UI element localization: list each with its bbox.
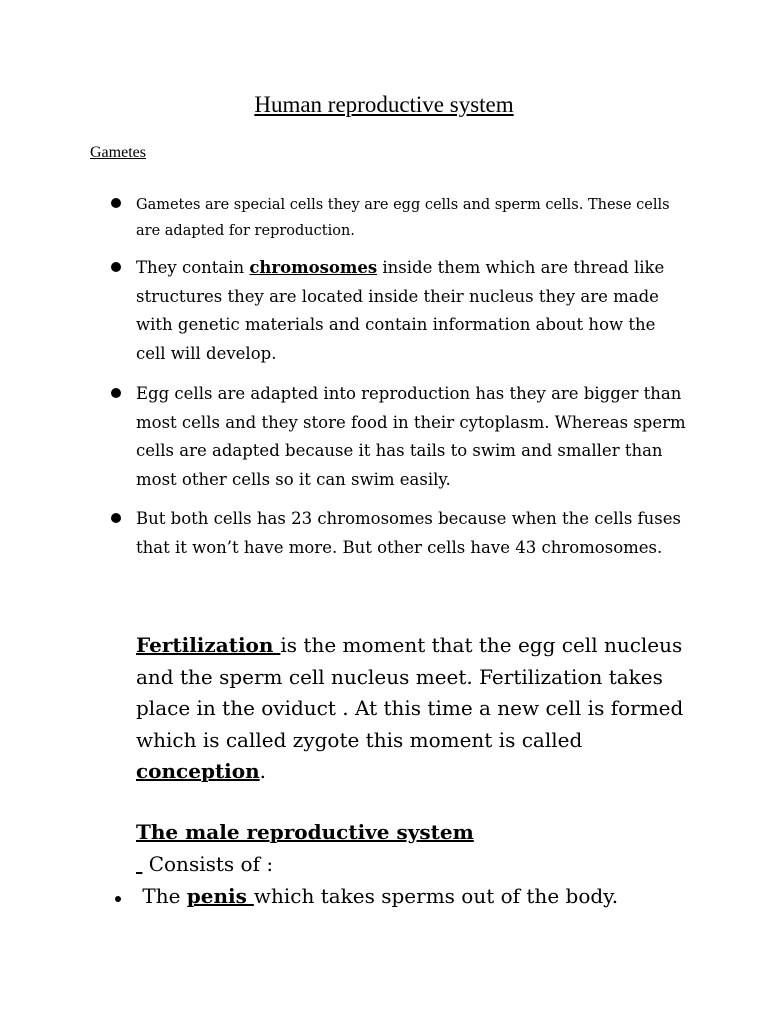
bullet-penis [136, 884, 618, 908]
fertilization-text: is the moment that the egg cell nucleus and the sperm cell nucleus meet. Fertilization takes place in the oviduct . At this time a new cell is formed which is called zygote this moment is called [136, 633, 684, 752]
bullet-dot [111, 513, 121, 523]
fertilization-end: . [259, 759, 267, 783]
penis-text-pre: The [136, 884, 187, 908]
bullet-text: But both cells has 23 chromosomes because when the cells fuses that it won’t have more. But other cells have 43 chromosomes. [136, 509, 681, 557]
page-title: Human reproductive system [254, 92, 514, 117]
bullet-egg-sperm-adaptations [136, 380, 686, 494]
term-penis: penis [186, 884, 254, 908]
term-chromosomes: chromosomes [249, 258, 378, 277]
bullet-text: Gametes are special cells they are egg cells and sperm cells. These cells are adapted for reproduction. [136, 197, 670, 239]
consists-of-line [136, 852, 273, 876]
bullet-dot [115, 896, 121, 902]
penis-text-post: which takes sperms out of the body. [253, 884, 619, 908]
term-conception: conception [136, 759, 260, 783]
consists-of-text: Consists of : [142, 852, 274, 876]
gametes-subheading: Gametes [90, 144, 146, 161]
bullet-chromosomes [136, 254, 686, 368]
fertilization-paragraph [136, 630, 696, 788]
bullet-dot [111, 198, 121, 208]
bullet-dot [111, 262, 121, 272]
bullet-text: Egg cells are adapted into reproduction has they are bigger than most cells and they store food in their cytoplasm. Whereas sperm cells are adapted because it has tails to swim and smaller than most other cells so it can swim easily. [136, 384, 686, 489]
male-system-heading: The male reproductive system [136, 820, 474, 844]
bullet-text-pre: They contain [136, 258, 250, 277]
bullet-text-post: inside them which are thread like structures they are located inside their nucleus they are made with genetic materials and contain information about how the cell will develop. [136, 258, 665, 363]
bullet-chromosome-count [136, 505, 686, 562]
bullet-dot [111, 388, 121, 398]
bullet-gametes-definition [136, 192, 686, 244]
term-fertilization: Fertilization [136, 633, 281, 657]
